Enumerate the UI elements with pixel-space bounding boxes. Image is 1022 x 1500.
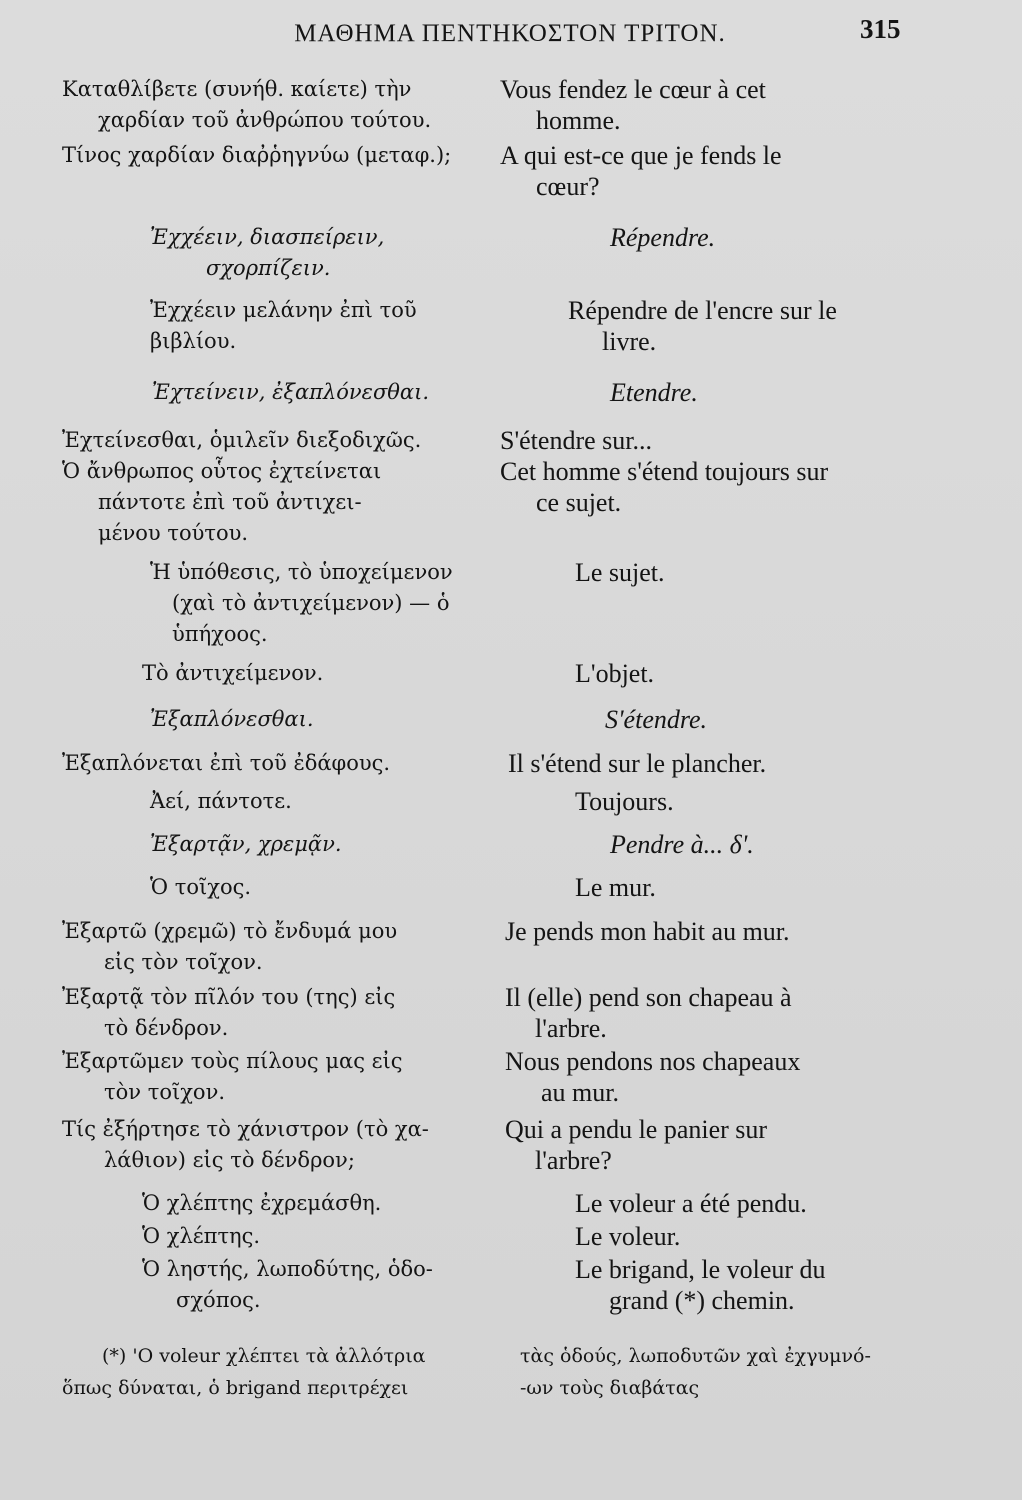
- greek-line: Ἡ ὑπόθεσις, τὸ ὑποχείμενον: [150, 560, 453, 584]
- french-line: L'objet.: [575, 659, 655, 688]
- french-translation: [575, 1254, 826, 1316]
- greek-line: τὸ δένδρον.: [104, 1016, 229, 1040]
- greek-line: σχόπος.: [176, 1288, 261, 1312]
- greek-phrase: [142, 1254, 433, 1316]
- footnote-line: τὰς ὁδούς, λωποδυτῶν χαὶ ἐχγυμνό-: [520, 1345, 871, 1367]
- footnote-line: (*) 'Ο voleur χλέπτει τὰ ἀλλότρια: [102, 1345, 426, 1367]
- french-line: l'arbre?: [535, 1146, 612, 1175]
- french-line: cœur?: [536, 172, 600, 201]
- french-translation: [505, 1114, 767, 1176]
- greek-line: Ἐχχέειν, διασπείρειν,: [150, 225, 385, 249]
- greek-line: Ὁ χλέπτης ἐχρεμάσθη.: [142, 1191, 382, 1215]
- greek-line: (χαὶ τὸ ἀντιχείμενον) — ὁ: [172, 591, 450, 615]
- french-translation: [505, 982, 792, 1044]
- greek-phrase: [150, 557, 453, 650]
- greek-heading: [150, 829, 342, 860]
- french-translation: [575, 786, 674, 817]
- greek-heading: [150, 222, 384, 284]
- french-heading: [610, 222, 715, 253]
- french-translation: [500, 74, 766, 136]
- greek-line: Ἐξαπλόνεται ἐπὶ τοῦ ἐδάφους.: [62, 751, 391, 775]
- greek-line: βιβλίου.: [150, 329, 237, 353]
- footnote-line: -ων τοὺς διαβάτας: [520, 1377, 700, 1399]
- footnote-line: ὅπως δύναται, ὁ brigand περιτρέχει: [62, 1377, 409, 1399]
- french-line: grand (*) chemin.: [609, 1286, 795, 1315]
- french-line: ce sujet.: [536, 488, 622, 517]
- greek-line: Ἐξαπλόνεσθαι.: [150, 707, 314, 731]
- greek-line: Ὁ τοῖχος.: [150, 875, 252, 899]
- french-line: A qui est-ce que je fends le: [500, 141, 782, 170]
- greek-phrase: [62, 1046, 403, 1108]
- french-line: Le brigand, le voleur du: [575, 1255, 826, 1284]
- greek-line: χαρδίαν τοῦ ἀνθρώπου τούτου.: [98, 108, 432, 132]
- greek-phrase: [62, 1114, 429, 1176]
- french-line: livre.: [602, 327, 657, 356]
- greek-phrase: [142, 658, 323, 689]
- french-translation: [575, 557, 665, 588]
- page-header-title: ΜΑΘΗΜΑ ΠΕΝΤΗΚΟΣΤΟΝ ΤΡΙΤΟΝ.: [294, 20, 726, 47]
- french-line: Je pends mon habit au mur.: [505, 917, 790, 946]
- greek-phrase: [62, 982, 395, 1044]
- greek-phrase: [142, 1221, 260, 1252]
- french-heading: [610, 829, 754, 860]
- greek-line: μένου τούτου.: [98, 521, 249, 545]
- french-line: l'arbre.: [535, 1014, 607, 1043]
- greek-line: Ἐξαρτῶ (χρεμῶ) τὸ ἔνδυμά μου: [62, 919, 398, 943]
- french-line: Qui a pendu le panier sur: [505, 1115, 768, 1144]
- french-translation: [568, 295, 837, 357]
- french-translation: [575, 872, 656, 903]
- french-line: Répendre de l'encre sur le: [568, 296, 837, 325]
- french-line: au mur.: [541, 1078, 619, 1107]
- french-translation: [575, 1188, 807, 1219]
- greek-line: Τίνος χαρδίαν διαῤῥηγνύω (μεταφ.);: [62, 143, 452, 167]
- greek-line: Καταθλίβετε (συνήθ. καίετε) τὴν: [62, 77, 412, 101]
- greek-line: Ὁ ἄνθρωπος οὗτος ἐχτείνεται: [62, 459, 382, 483]
- french-line: Etendre.: [610, 378, 698, 407]
- french-translation: [500, 140, 782, 202]
- greek-phrase: [62, 425, 421, 456]
- greek-line: Ἐξαρτᾷ τὸν πῖλόν του (της) εἰς: [62, 985, 396, 1009]
- greek-phrase: [62, 748, 390, 779]
- greek-phrase: [150, 295, 417, 357]
- french-translation: [505, 916, 790, 947]
- french-line: Toujours.: [575, 787, 674, 816]
- greek-line: λάθιον) εἰς τὸ δένδρον;: [104, 1148, 355, 1172]
- greek-line: Ἀεί, πάντοτε.: [150, 789, 292, 813]
- greek-line: πάντοτε ἐπὶ τοῦ ἀντιχει-: [98, 490, 362, 514]
- french-line: Il (elle) pend son chapeau à: [505, 983, 792, 1012]
- greek-line: Ὁ ληστής, λωποδύτης, ὁδο-: [142, 1257, 433, 1281]
- french-translation: [505, 1046, 800, 1108]
- french-line: Le voleur.: [575, 1222, 681, 1251]
- french-line: Il s'étend sur le plancher.: [508, 749, 767, 778]
- greek-phrase: [62, 140, 451, 171]
- greek-line: Ὁ χλέπτης.: [142, 1224, 261, 1248]
- french-heading: [610, 377, 698, 408]
- greek-heading: [150, 704, 314, 735]
- french-line: Vous fendez le cœur à cet: [500, 75, 766, 104]
- french-line: Nous pendons nos chapeaux: [505, 1047, 801, 1076]
- french-line: Cet homme s'étend toujours sur: [500, 457, 829, 486]
- greek-line: τὸν τοῖχον.: [104, 1080, 226, 1104]
- french-translation: [500, 425, 652, 456]
- greek-heading: [152, 377, 429, 408]
- page-number: 315: [860, 14, 901, 44]
- french-translation: [575, 1221, 680, 1252]
- greek-phrase: [62, 916, 397, 978]
- greek-phrase: [142, 1188, 381, 1219]
- french-line: Le voleur a été pendu.: [575, 1189, 807, 1218]
- french-translation: [500, 456, 828, 518]
- greek-line: Ἐχχέειν μελάνην ἐπὶ τοῦ: [150, 298, 417, 322]
- greek-phrase: [150, 872, 251, 903]
- french-heading: [605, 704, 707, 735]
- greek-line: σχορπίζειν.: [206, 256, 331, 280]
- french-line: Répendre.: [610, 223, 716, 252]
- greek-phrase: [62, 456, 381, 549]
- french-line: S'étendre.: [605, 705, 708, 734]
- french-line: Pendre à... δ'.: [610, 830, 754, 859]
- greek-line: Ἐχτείνεσθαι, ὁμιλεῖν διεξοδιχῶς.: [62, 428, 422, 452]
- greek-line: Τὸ ἀντιχείμενον.: [142, 661, 324, 685]
- greek-line: Ἐξαρτᾷν, χρεμᾷν.: [150, 832, 342, 856]
- french-translation: [575, 658, 654, 689]
- french-line: homme.: [536, 106, 621, 135]
- greek-phrase: [150, 786, 292, 817]
- french-line: Le sujet.: [575, 558, 665, 587]
- french-translation: [508, 748, 766, 779]
- greek-line: Ἐχτείνειν, ἐξαπλόνεσθαι.: [152, 380, 430, 404]
- greek-phrase: [62, 74, 431, 136]
- greek-line: εἰς τὸν τοῖχον.: [104, 950, 263, 974]
- greek-line: Ἐξαρτῶμεν τοὺς πίλους μας εἰς: [62, 1049, 403, 1073]
- greek-line: Τίς ἐξήρτησε τὸ χάνιστρον (τὸ χα-: [62, 1117, 429, 1141]
- french-line: S'étendre sur...: [500, 426, 652, 455]
- greek-line: ὑπήχοος.: [172, 622, 268, 646]
- french-line: Le mur.: [575, 873, 656, 902]
